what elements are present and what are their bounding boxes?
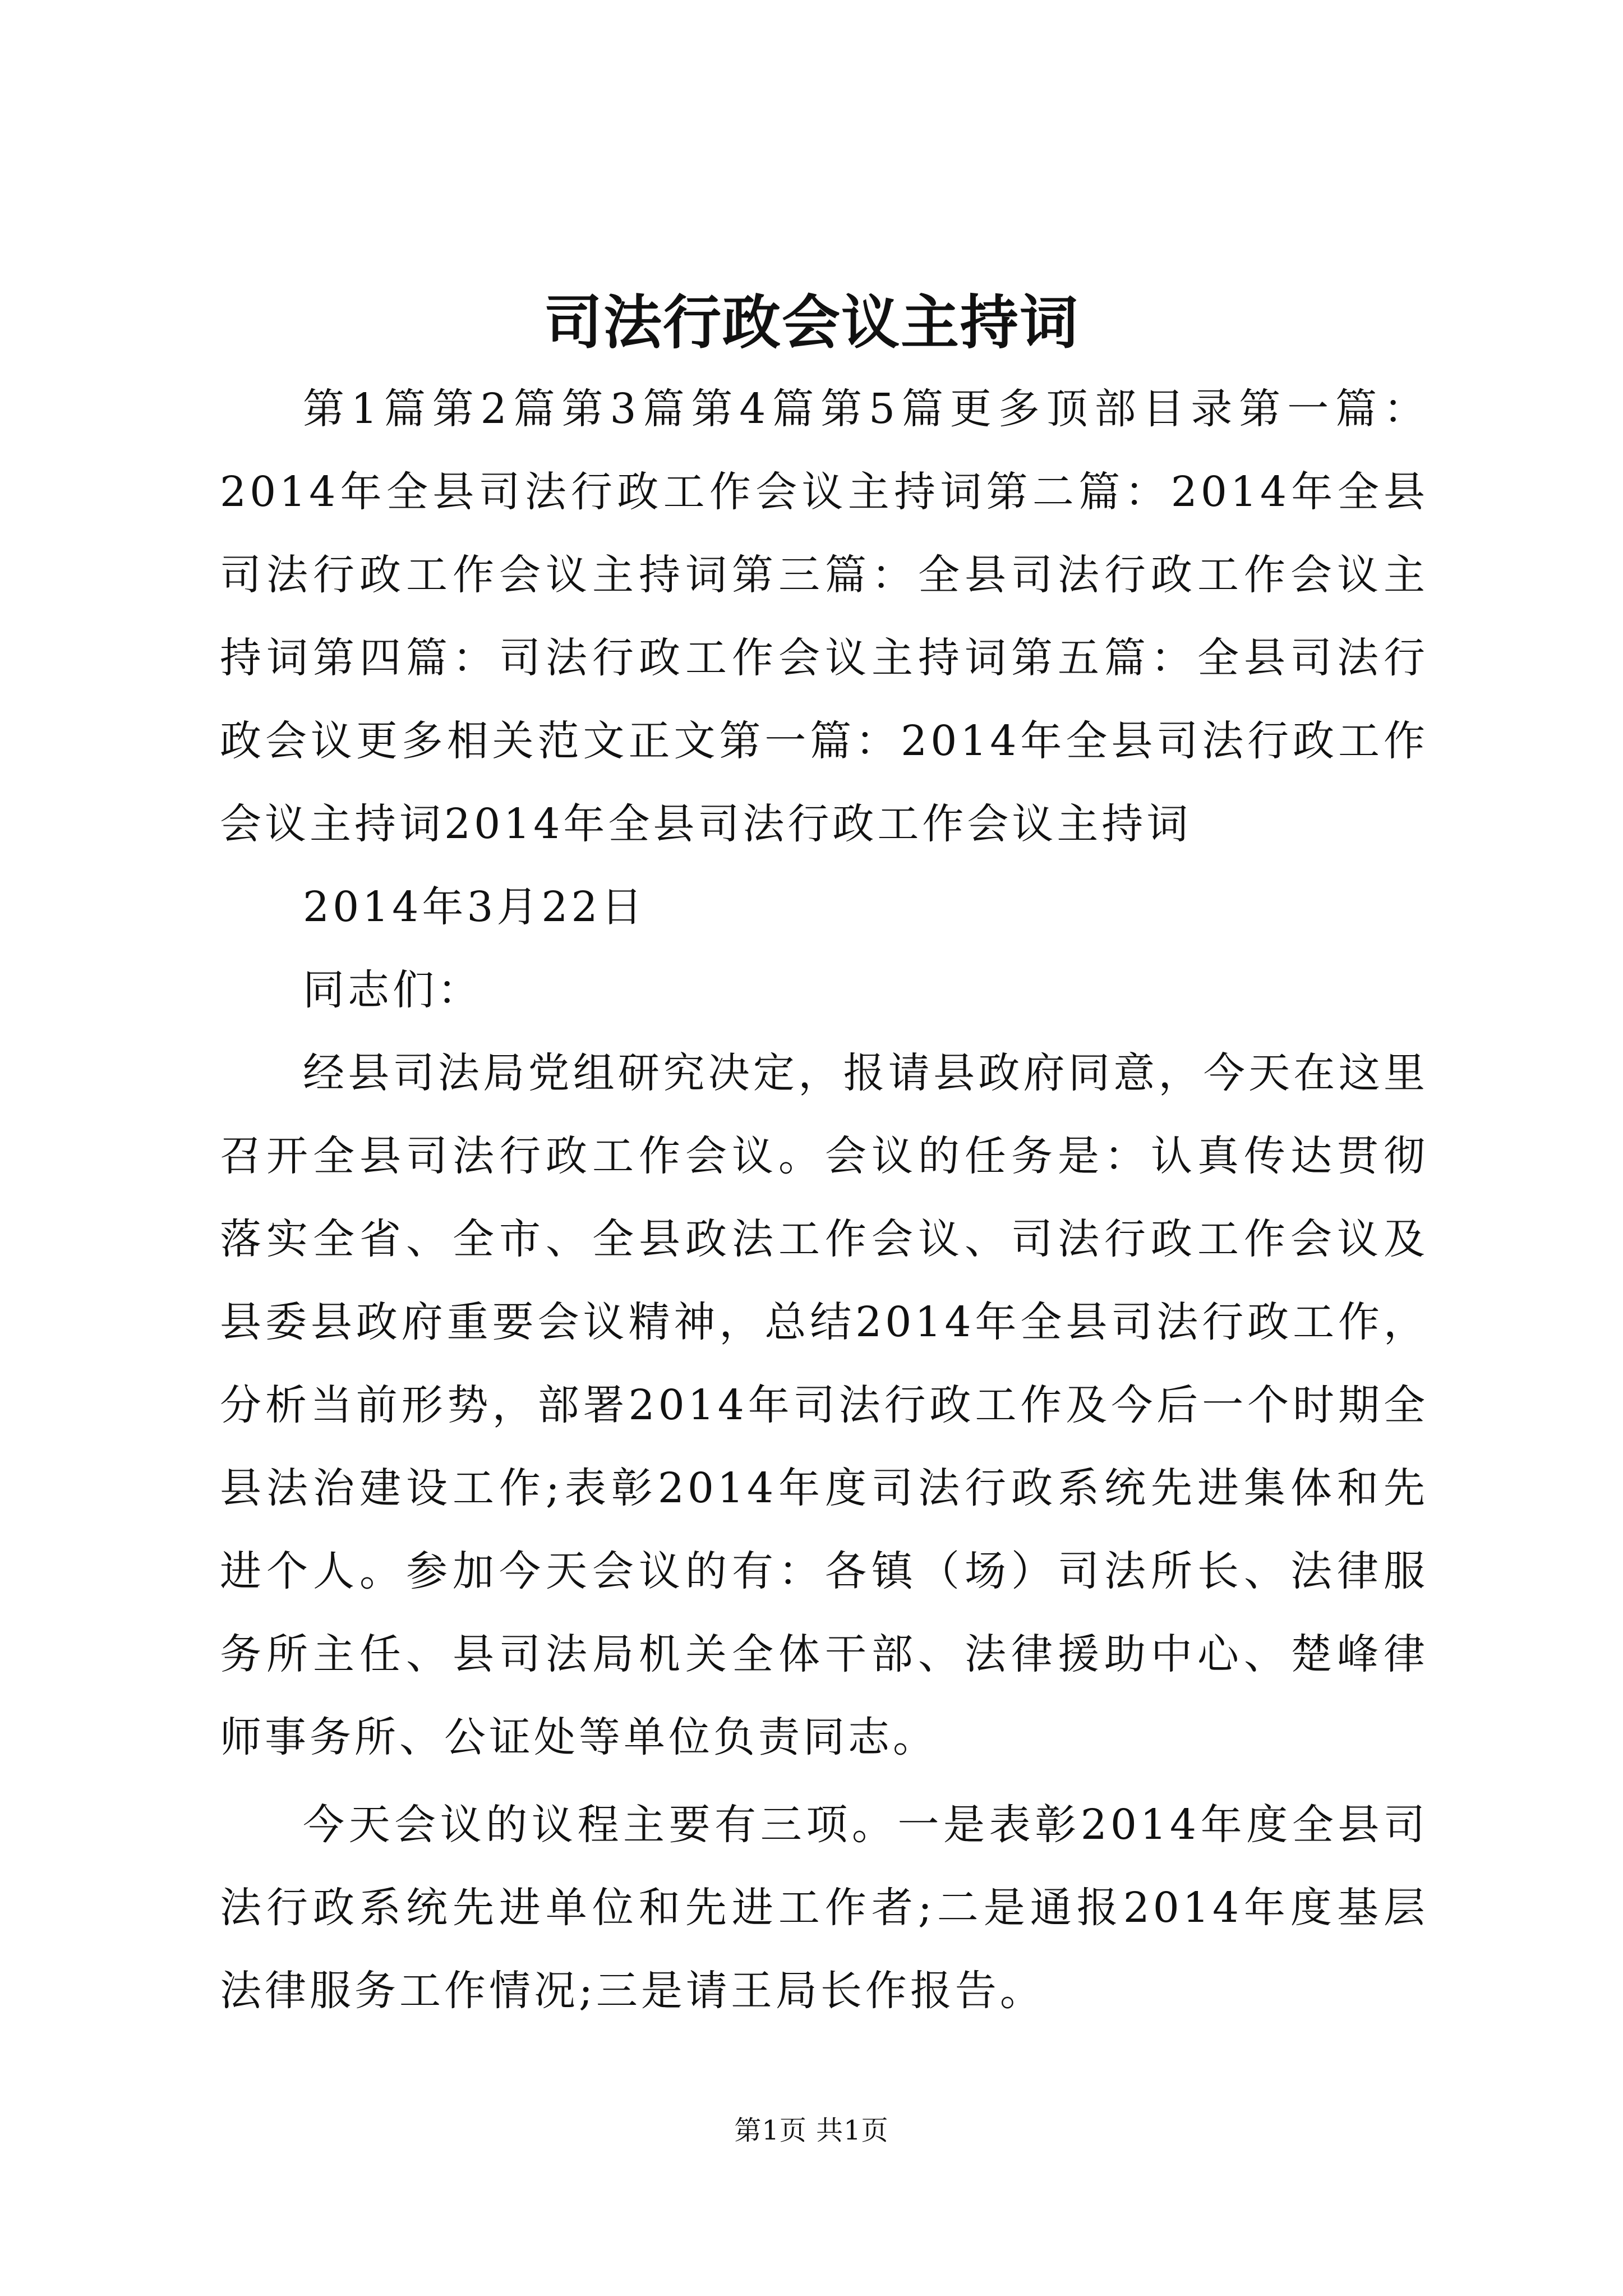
- paragraph-table-of-contents: 第1篇第2篇第3篇第4篇第5篇更多顶部目录第一篇：2014年全县司法行政工作会议主持词第二篇：2014年全县司法行政工作会议主持词第三篇：全县司法行政工作会议主持词第四篇：司法行政工作会议主持词第五篇：全县司法行政会议更多相关范文正文第一篇：2014年全县司法行政工作会议主持词2014年全县司法行政工作会议主持词: [220, 385, 1428, 848]
- paragraph-meeting-purpose: 经县司法局党组研究决定，报请县政府同意，今天在这里召开全县司法行政工作会议。会议的任务是：认真传达贯彻落实全省、全市、全县政法工作会议、司法行政工作会议及县委县政府重要会议精神，总结2014年全县司法行政工作，分析当前形势，部署2014年司法行政工作及今后一个时期全县法治建设工作;表彰2014年度司法行政系统先进集体和先进个人。参加今天会议的有：各镇（场）司法所长、法律服务所主任、县司法局机关全体干部、法律援助中心、楚峰律师事务所、公证处等单位负责同志。: [220, 1049, 1428, 1761]
- document-body: [220, 367, 1428, 2032]
- page-footer: 第1页 共1页: [734, 2115, 889, 2146]
- paragraph-agenda: 今天会议的议程主要有三项。一是表彰2014年度全县司法行政系统先进单位和先进工作者;二是通报2014年度基层法律服务工作情况;三是请王局长作报告。: [220, 1801, 1428, 2015]
- document-title: 司法行政会议主持词: [543, 288, 1079, 357]
- paragraph-salutation: 同志们：: [303, 966, 482, 1014]
- paragraph-date: 2014年3月22日: [303, 883, 646, 931]
